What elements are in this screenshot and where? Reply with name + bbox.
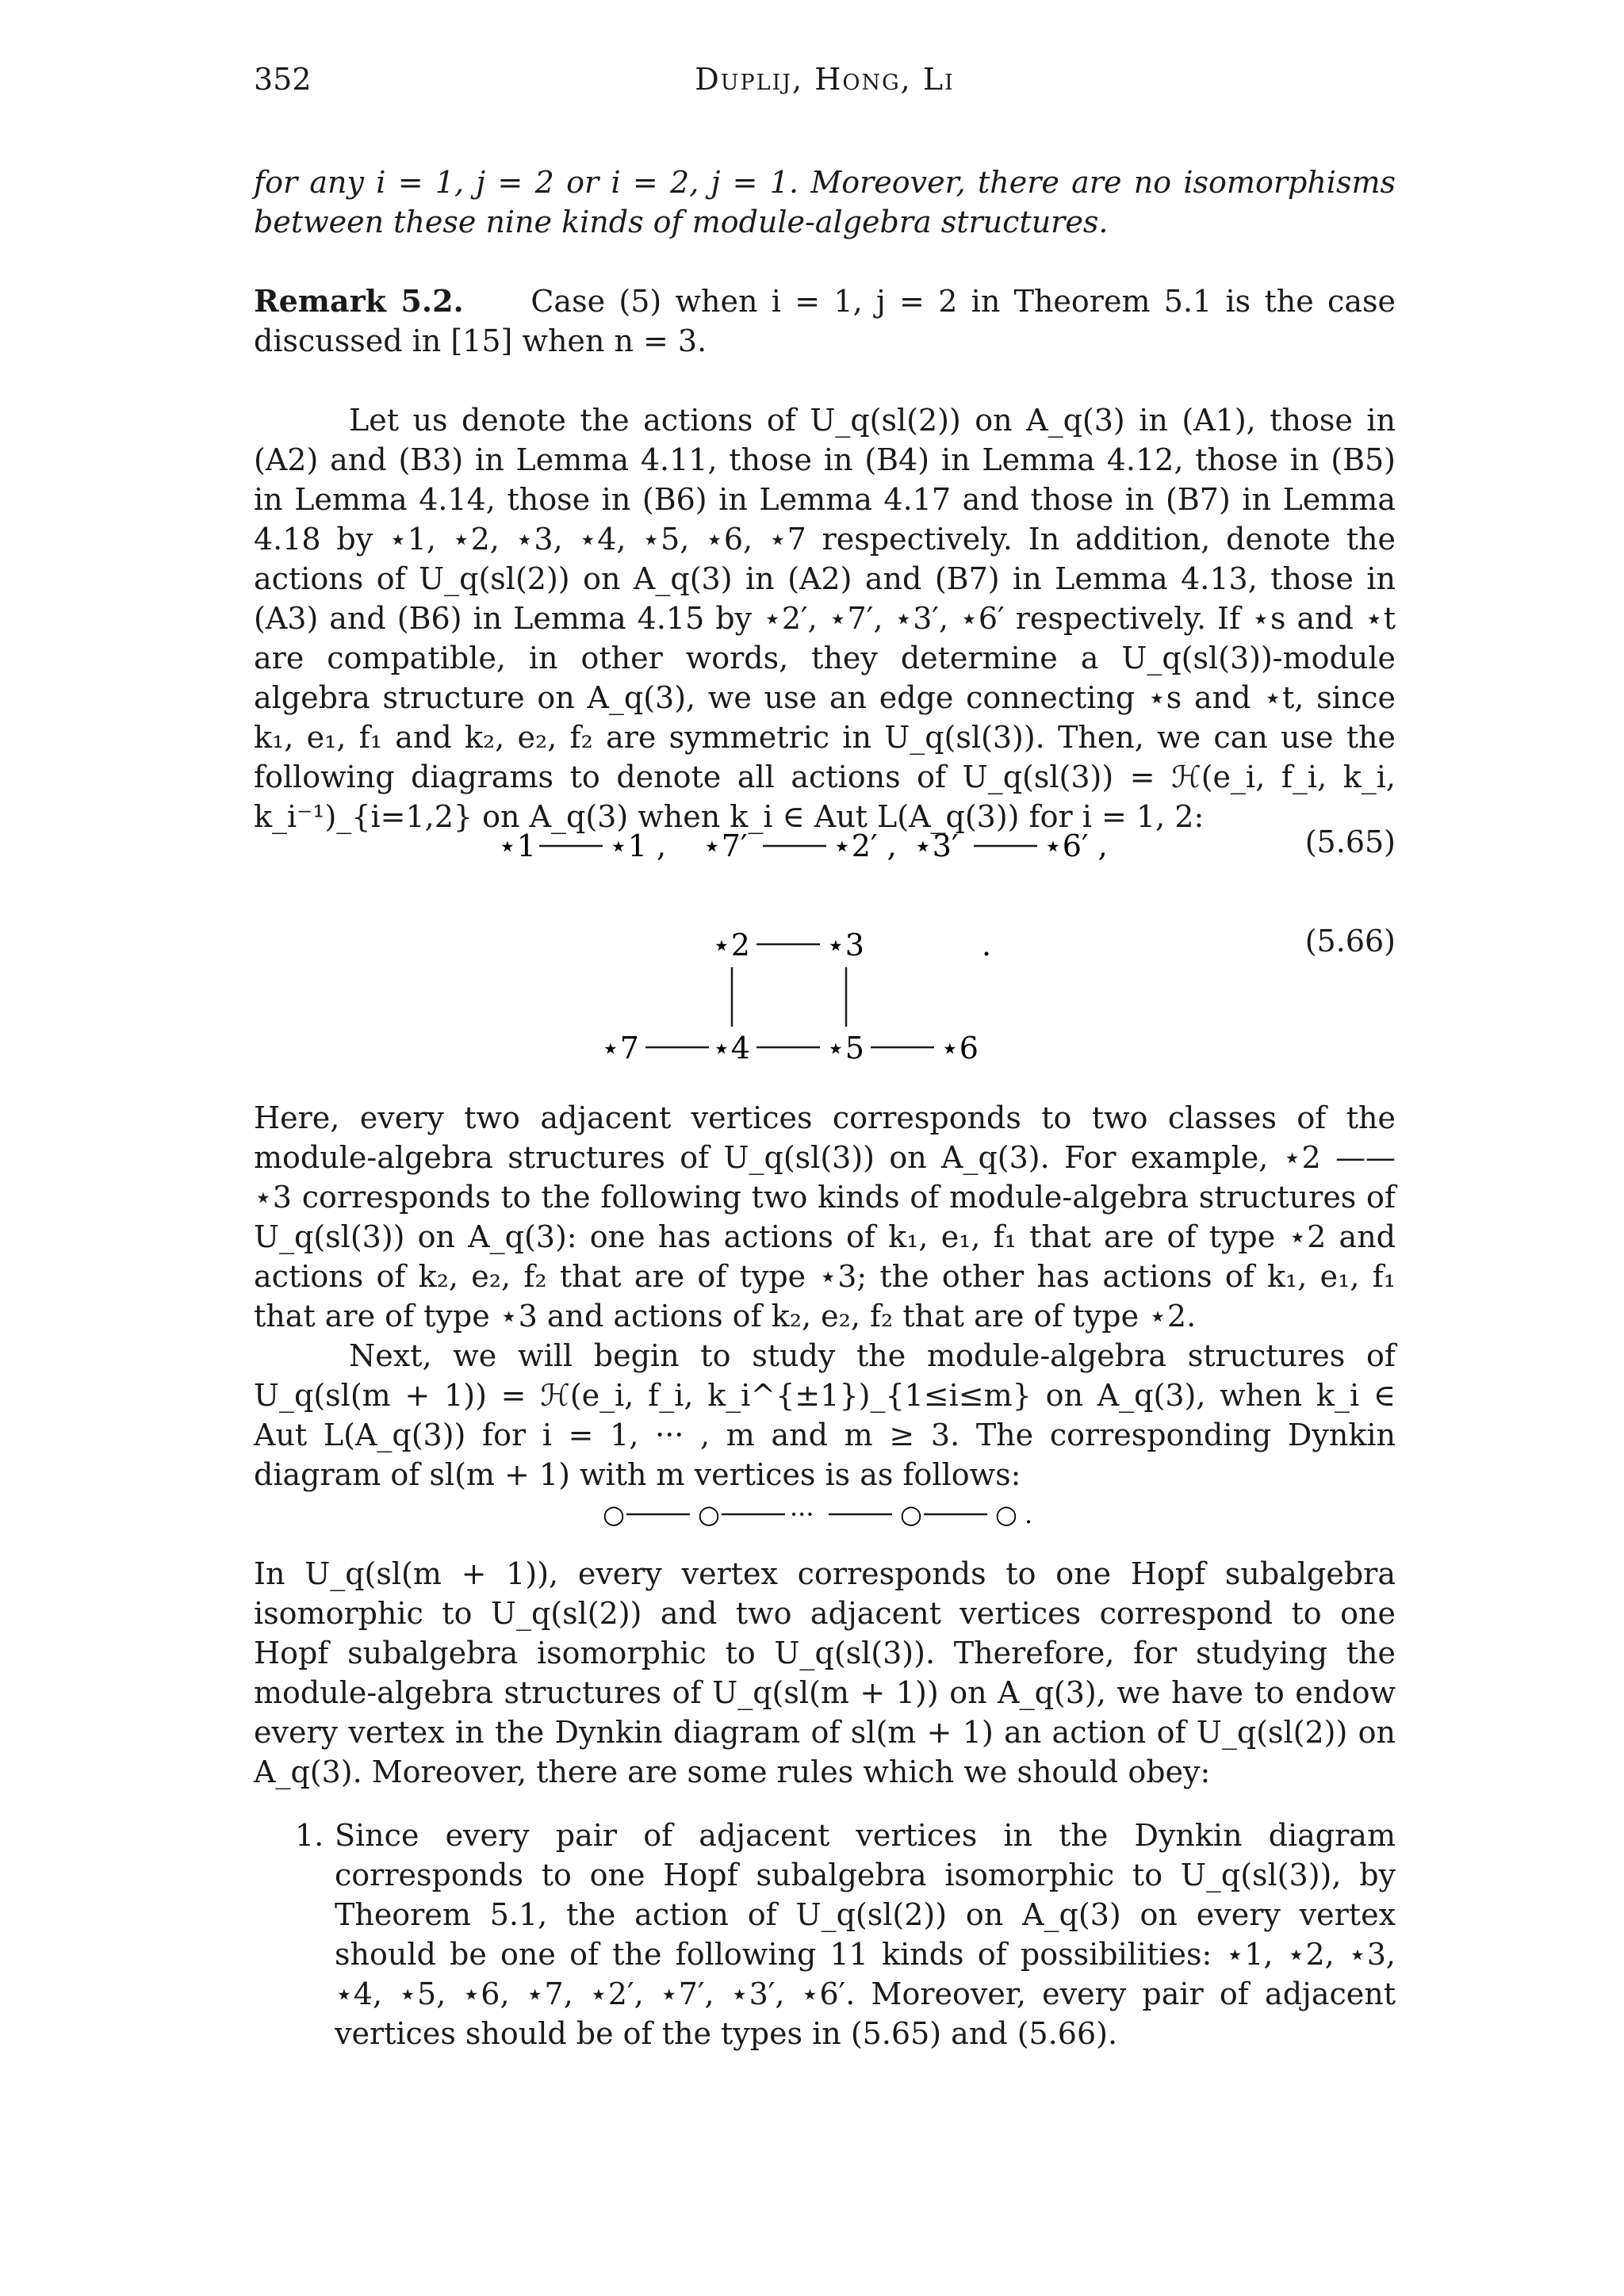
eq566-node-7: ⋆7 — [601, 1031, 639, 1066]
paragraph-adjacent-vertices: Here, every two adjacent vertices corresponds to two classes of the module-algebra structures of U_q(sl(3)) on A_q(3). For example, ⋆2 —— ⋆3 corresponds to the following two kinds of module-algebra structures of U_q(sl(3)) on A_q(3): one has actions of k₁, e₁, f₁ that are of type ⋆2 and actions of k₂, e₂, f₂ that are of type ⋆3; the other has actions of k₁, e₁, f₁ that are of type ⋆3 and actions of k₂, e₂, f₂ that are of type ⋆2. — [254, 1100, 1396, 1334]
dynkin-end-dot: . — [1025, 1499, 1033, 1529]
eq566-node-5: ⋆5 — [826, 1031, 864, 1066]
running-header — [254, 62, 1396, 101]
rule-list-item-1 — [254, 1816, 1396, 2051]
list-item-text: Since every pair of adjacent vertices in the Dynkin diagram corresponds to one Hopf subalgebra isomorphic to U_q(sl(3)), by Theorem 5.1, the action of U_q(sl(2)) on A_q(3) on every vertex should be one of the following 11 kinds of possibilities: ⋆1, ⋆2, ⋆3, ⋆4, ⋆5, ⋆6, ⋆7, ⋆2′, ⋆7′, ⋆3′, ⋆6′. Moreover, every pair of adjacent vertices should be of the types in (5.65) and (5.66). — [335, 1818, 1396, 2051]
remark-text: Case (5) when i = 1, j = 2 in Theorem 5.1 is the case discussed in [15] when n = 3. — [254, 284, 1396, 358]
eq565-c2: ⋆6′ , — [1044, 828, 1108, 863]
paragraph-next-study: Next, we will begin to study the module-algebra structures of U_q(sl(m + 1)) = ℋ(e_i, f_i, k_i^{±1})_{1≤i≤m} on A_q(3), when k_i ∈ Aut L(A_q(3)) for i = 1, ··· , m and m ≥ 3. The corresponding Dynkin diagram of sl(m + 1) with m vertices is as follows: — [254, 1338, 1396, 1492]
dynkin-node-2: ○ — [698, 1499, 720, 1529]
dynkin-node-1: ○ — [603, 1499, 625, 1529]
dynkin-node-3: ○ — [900, 1499, 922, 1529]
theorem-continuation: for any i = 1, j = 2 or i = 2, j = 1. Moreover, there are no isomorphisms between these nine kinds of module-algebra structures. — [254, 165, 1396, 239]
eq566-node-2: ⋆2 — [712, 928, 750, 962]
equation-number-5-66: (5.66) — [1304, 924, 1396, 959]
equation-5-66 — [254, 924, 1396, 1082]
eq565-b2: ⋆2′ , — [833, 828, 897, 863]
dynkin-diagram-svg — [254, 1494, 1396, 1534]
equation-5-65 — [254, 825, 1396, 864]
eq565-a1: ⋆1 — [498, 828, 536, 863]
equation-5-65-diagram — [254, 825, 1396, 872]
eq565-a2: ⋆1 , — [609, 828, 667, 863]
remark-label: Remark 5.2. — [254, 283, 464, 319]
running-title: Duplij, Hong, Li — [695, 62, 955, 97]
dynkin-node-4: ○ — [995, 1499, 1017, 1529]
eq565-c1: ⋆3′ — [914, 828, 959, 863]
equation-number-5-65: (5.65) — [1304, 825, 1396, 859]
eq566-node-6: ⋆6 — [940, 1031, 979, 1066]
eq566-node-4: ⋆4 — [712, 1031, 750, 1066]
paragraph-actions-notation: Let us denote the actions of U_q(sl(2)) on A_q(3) in (A1), those in (A2) and (B3) in Lemma 4.11, those in (B4) in Lemma 4.12, those in (B5) in Lemma 4.14, those in (B6) in Lemma 4.17 and those in (B7) in Lemma 4.18 by ⋆1, ⋆2, ⋆3, ⋆4, ⋆5, ⋆6, ⋆7 respectively. In addition, denote the actions of U_q(sl(2)) on A_q(3) in (A2) and (B7) in Lemma 4.13, those in (A3) and (B6) in Lemma 4.15 by ⋆2′, ⋆7′, ⋆3′, ⋆6′ respectively. If ⋆s and ⋆t are compatible, in other words, they determine a U_q(sl(3))-module algebra structure on A_q(3), we use an edge connecting ⋆s and ⋆t, since k₁, e₁, f₁ and k₂, e₂, f₂ are symmetric in U_q(sl(3)). Then, we can use the following diagrams to denote all actions of U_q(sl(3)) = ℋ(e_i, f_i, k_i, k_i⁻¹)_{i=1,2} on A_q(3) when k_i ∈ Aut L(A_q(3)) for i = 1, 2: — [254, 403, 1396, 834]
eq565-b1: ⋆7′ — [703, 828, 748, 863]
equation-5-66-diagram — [254, 924, 1396, 1082]
paragraph-hopf-subalgebra: In U_q(sl(m + 1)), every vertex corresponds to one Hopf subalgebra isomorphic to U_q(sl(2)) and two adjacent vertices correspond to one Hopf subalgebra isomorphic to U_q(sl(3)). Therefore, for studying the module-algebra structures of U_q(sl(m + 1)) on A_q(3), we have to endow every vertex in the Dynkin diagram of sl(m + 1) an action of U_q(sl(2)) on A_q(3). Moreover, there are some rules which we should obey: — [254, 1556, 1396, 1789]
page-number: 352 — [254, 62, 312, 97]
dynkin-diagram — [254, 1494, 1396, 1534]
list-item-number: 1. — [295, 1818, 324, 1853]
eq566-node-3: ⋆3 — [826, 928, 864, 962]
dynkin-ellipsis: ··· — [790, 1499, 814, 1529]
remark-5-2 — [254, 281, 1396, 361]
eq566-dot: . — [982, 928, 992, 962]
